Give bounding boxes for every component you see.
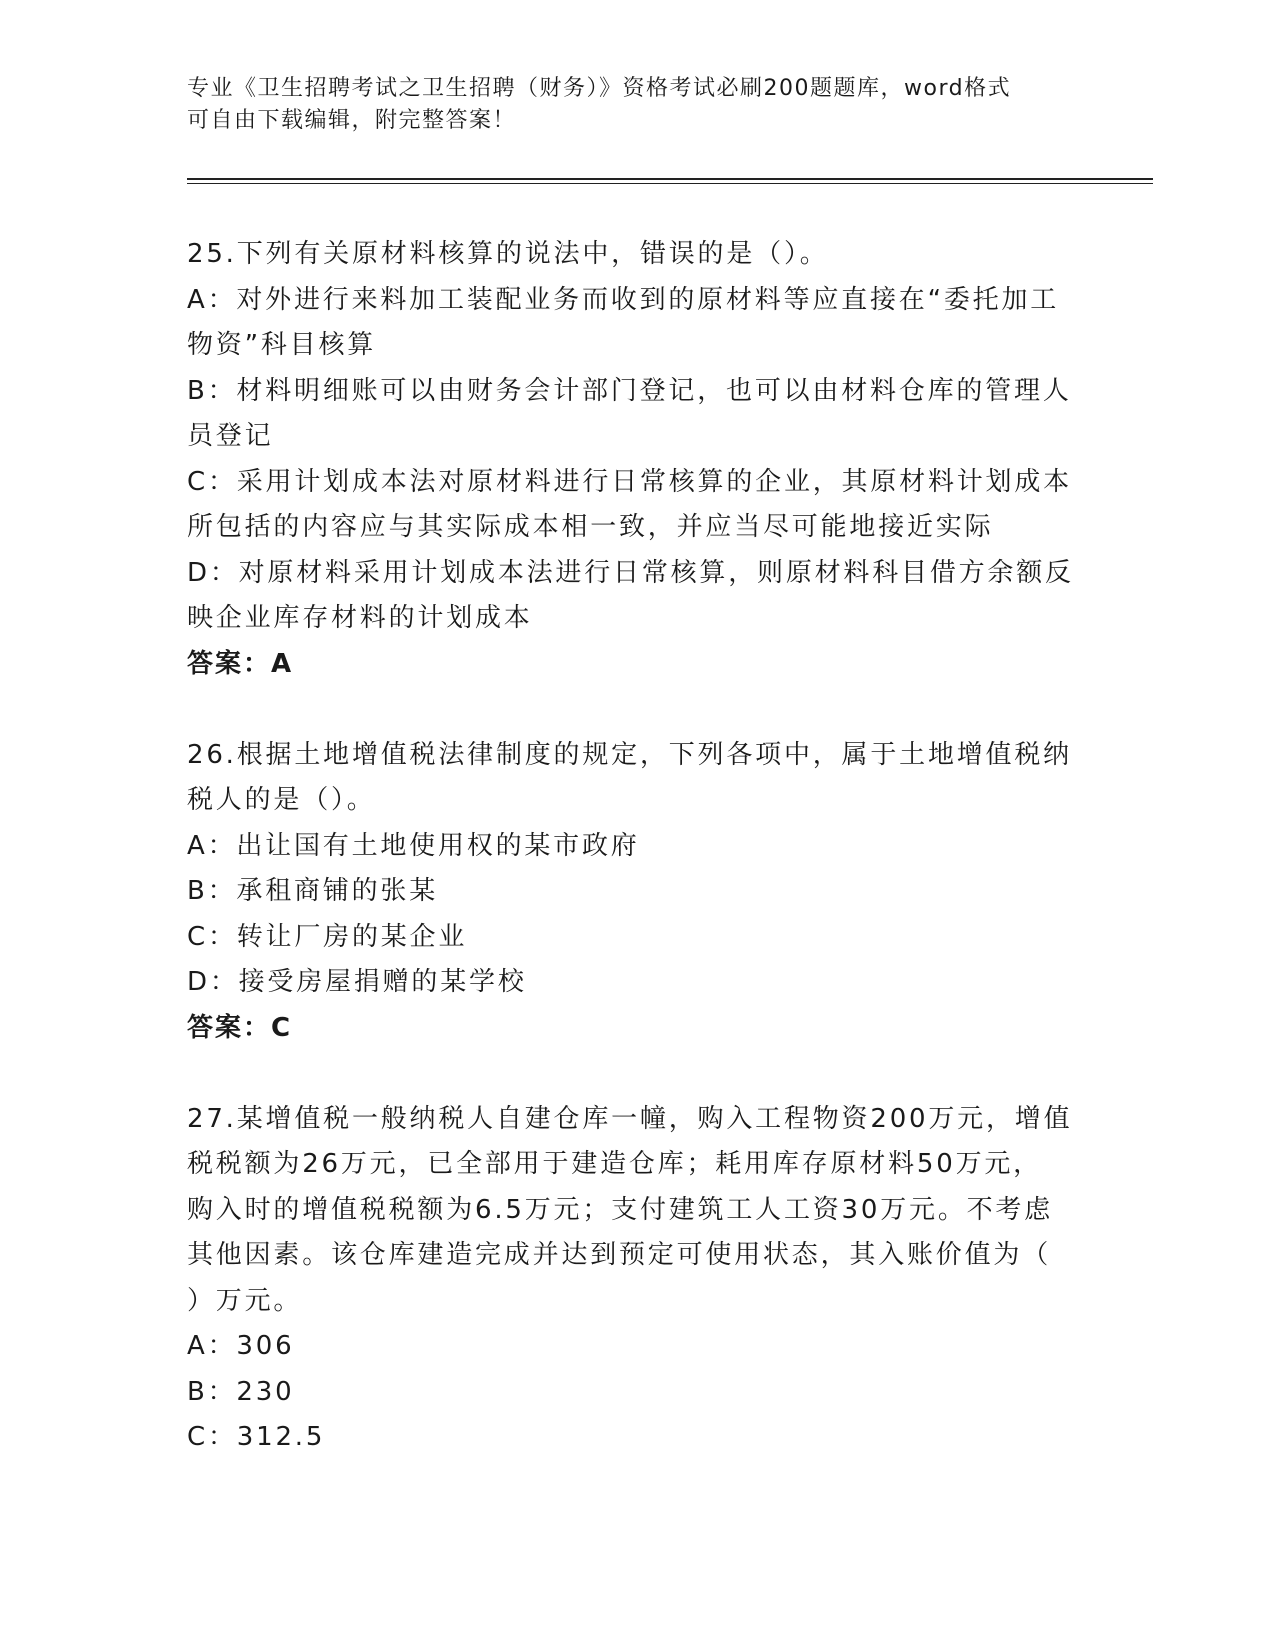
question-stem-continued: 税人的是（）。 [187, 785, 376, 815]
option-c: C：312.5 [187, 1422, 326, 1452]
question-stem-continued: ）万元。 [187, 1285, 303, 1316]
question-stem-continued: 税税额为26万元，已全部用于建造仓库；耗用库存原材料50万元， [187, 1149, 1042, 1179]
document-header [187, 73, 1067, 137]
question-25 [187, 232, 1087, 687]
option-d-continued: 映企业库存材料的计划成本 [187, 603, 533, 633]
question-27 [187, 1097, 1087, 1461]
option-c: C：采用计划成本法对原材料进行日常核算的企业，其原材料计划成本 [187, 466, 1072, 497]
header-divider-thick [187, 178, 1153, 180]
question-stem: 27.某增值税一般纳税人自建仓库一幢，购入工程物资200万元，增值 [187, 1103, 1073, 1134]
question-26 [187, 733, 1087, 1052]
option-b-continued: 员登记 [187, 421, 274, 451]
question-list [187, 232, 1087, 1461]
question-spacer [187, 687, 1087, 733]
question-stem: 26.根据土地增值税法律制度的规定，下列各项中，属于土地增值税纳 [187, 739, 1072, 770]
question-stem-continued: 其他因素。该仓库建造完成并达到预定可使用状态，其入账价值为（ [187, 1240, 1052, 1270]
option-b: B：材料明细账可以由财务会计部门登记，也可以由材料仓库的管理人 [187, 375, 1072, 406]
option-d: D：对原材料采用计划成本法进行日常核算，则原材料科目借方余额反 [187, 557, 1074, 588]
question-stem: 25.下列有关原材料核算的说法中，错误的是（）。 [187, 239, 829, 269]
header-title-line-1: 专业《卫生招聘考试之卫生招聘（财务）》资格考试必刷200题题库，word格式 [187, 76, 1012, 101]
option-d: D：接受房屋捐赠的某学校 [187, 967, 527, 997]
option-b: B：230 [187, 1376, 295, 1407]
option-b: B：承租商铺的张某 [187, 876, 439, 906]
option-a: A：出让国有土地使用权的某市政府 [187, 830, 640, 861]
answer: 答案：A [187, 648, 294, 679]
option-c-continued: 所包括的内容应与其实际成本相一致，并应当尽可能地接近实际 [187, 512, 994, 542]
option-a-continued: 物资”科目核算 [187, 330, 377, 360]
header-title-line-2: 可自由下载编辑，附完整答案！ [187, 108, 517, 133]
option-c: C：转让厂房的某企业 [187, 921, 468, 952]
question-spacer [187, 1051, 1087, 1097]
option-a: A：对外进行来料加工装配业务而收到的原材料等应直接在“委托加工 [187, 284, 1060, 315]
answer: 答案：C [187, 1012, 293, 1043]
question-stem-continued: 购入时的增值税税额为6.5万元；支付建筑工人工资30万元。不考虑 [187, 1194, 1054, 1225]
header-divider-thin [187, 183, 1153, 184]
option-a: A：306 [187, 1331, 295, 1361]
